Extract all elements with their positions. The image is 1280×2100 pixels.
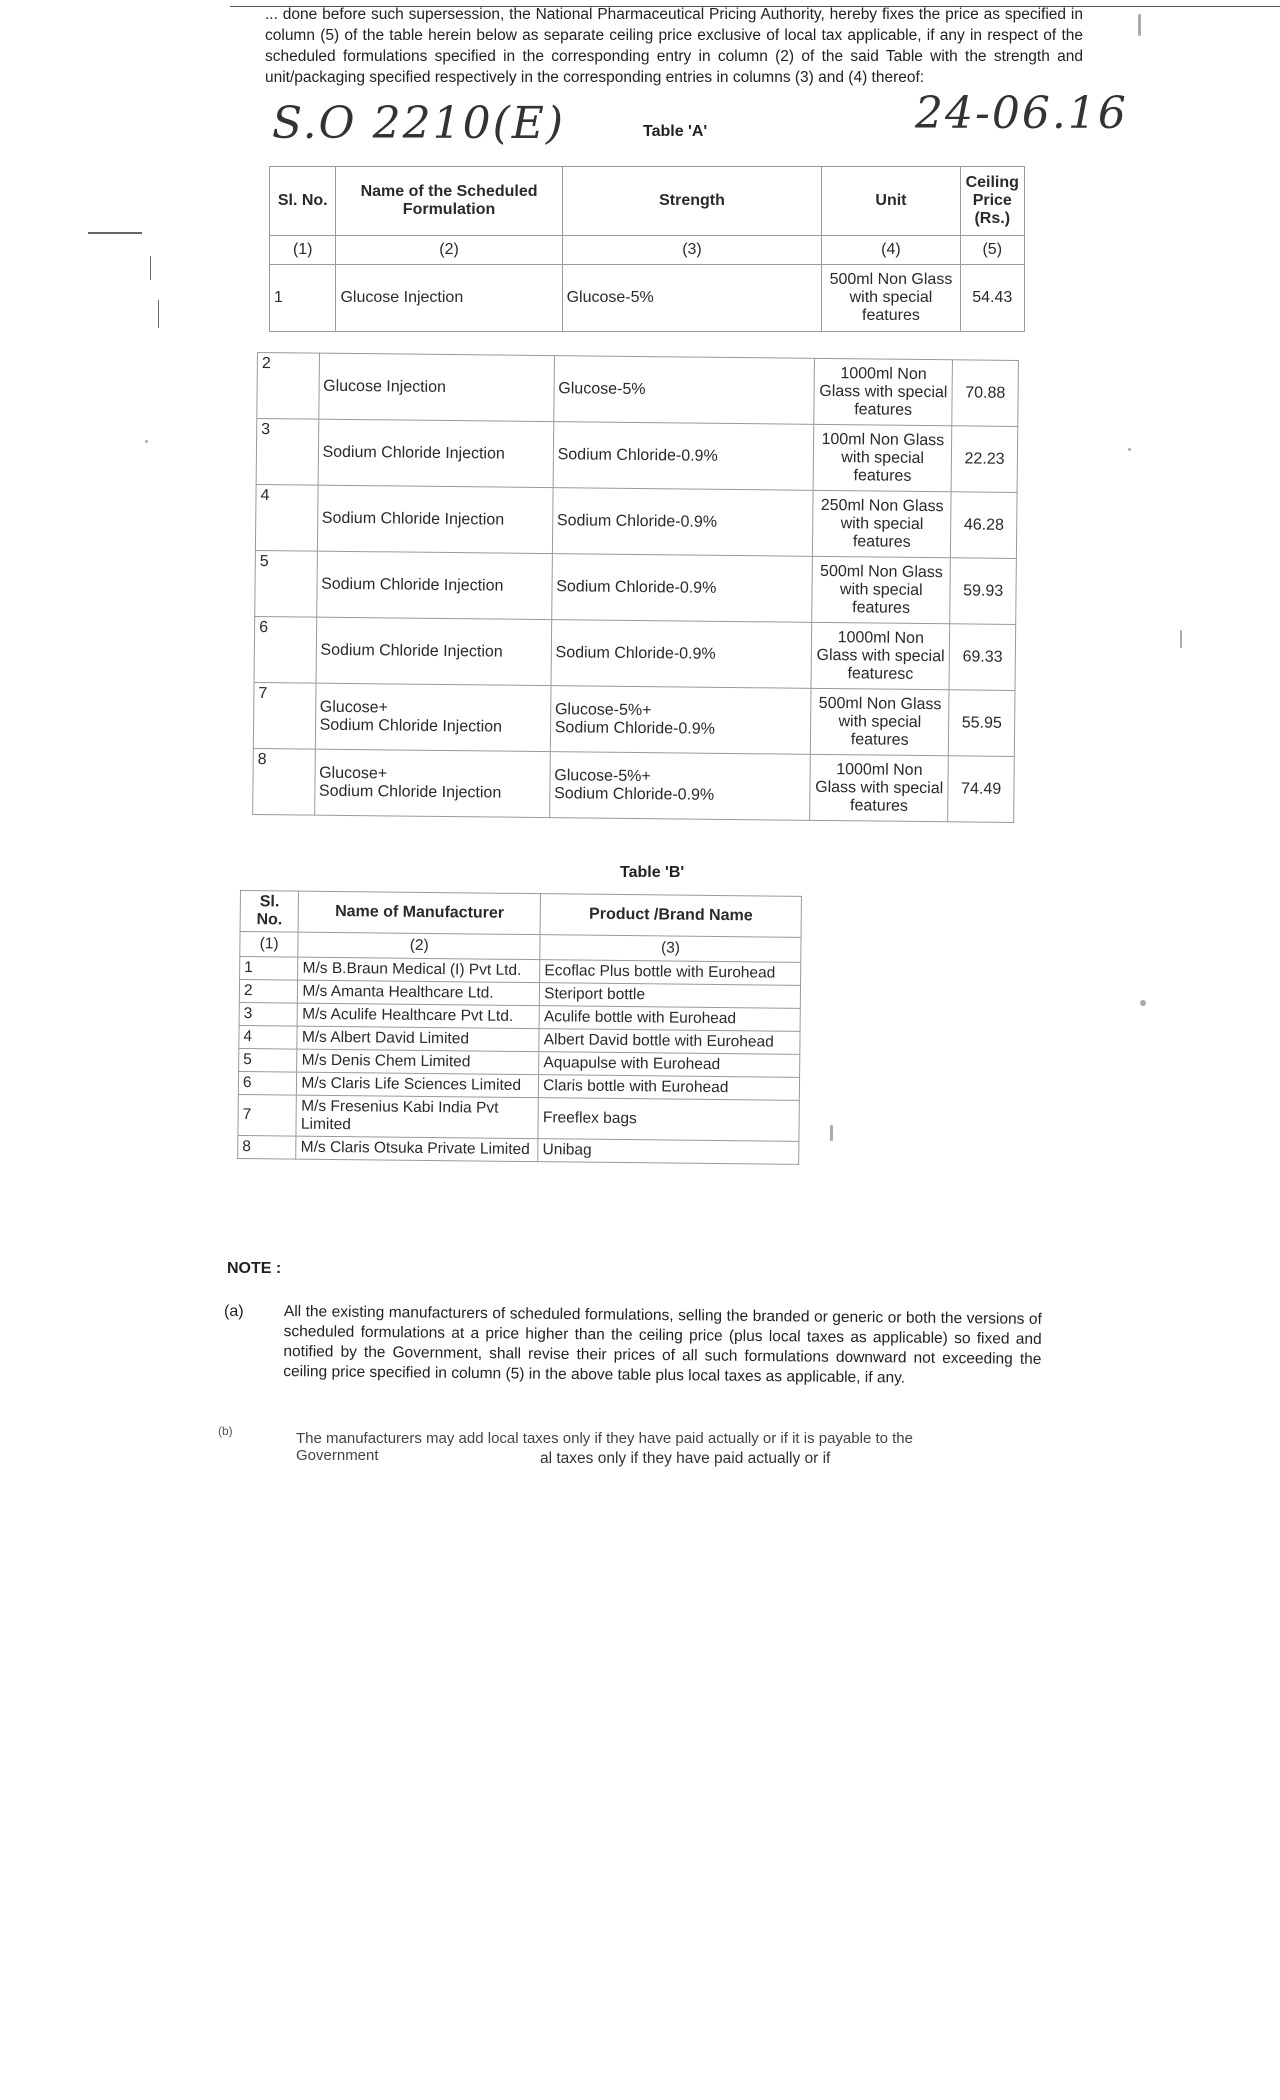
cell-unit: 100ml Non Glass with special features — [813, 424, 952, 491]
cell-sl: 8 — [253, 748, 315, 815]
table-row — [256, 419, 1018, 493]
cell-strength — [549, 752, 810, 821]
cell-brand: Unibag — [538, 1139, 799, 1165]
table-a-column-numbers — [270, 236, 1025, 265]
header-formulation: Name of the Scheduled Formulation — [336, 167, 562, 236]
col-num: (5) — [960, 236, 1024, 265]
cell-manufacturer: M/s Albert David Limited — [297, 1026, 539, 1052]
cell-strength: Glucose-5% — [562, 265, 822, 332]
cell-manufacturer: M/s Fresenius Kabi India Pvt Limited — [296, 1095, 538, 1139]
cell-sl: 6 — [254, 616, 316, 683]
table-row — [253, 748, 1015, 822]
cell-brand: Steriport bottle — [540, 983, 801, 1009]
table-row — [238, 1135, 799, 1164]
cell-manufacturer: M/s Claris Life Sciences Limited — [297, 1072, 539, 1098]
cell-sl: 3 — [239, 1002, 298, 1026]
cell-name: Glucose Injection — [336, 265, 562, 332]
cell-price: 70.88 — [952, 360, 1018, 427]
note-label: NOTE : — [227, 1260, 282, 1277]
cell-sl: 3 — [256, 419, 318, 486]
scan-mark — [88, 232, 142, 234]
table-row — [255, 550, 1017, 624]
handwritten-date: 24-06.16 — [915, 88, 1128, 139]
cell-sl: 6 — [238, 1071, 297, 1095]
note-b-tail: al taxes only if they have paid actually or if — [540, 1450, 831, 1467]
cell-strength: Sodium Chloride-0.9% — [553, 422, 814, 491]
cell-name: Sodium Chloride Injection — [317, 485, 553, 553]
table-a-caption: Table 'A' — [643, 123, 708, 140]
header-sl-no: Sl. No. — [270, 167, 336, 236]
scan-mark — [150, 256, 151, 280]
table-a-part-1 — [269, 166, 1025, 332]
cell-strength — [550, 686, 811, 755]
cell-strength-line2: Sodium Chloride-0.9% — [554, 784, 715, 804]
cell-sl: 1 — [270, 265, 336, 332]
handwritten-so-number: S.O 2210(E) — [272, 98, 566, 149]
header-manufacturer: Name of Manufacturer — [298, 891, 540, 935]
cell-brand: Claris bottle with Eurohead — [539, 1075, 800, 1101]
note-a-text: All the existing manufacturers of scheduled formulations, selling the branded or generic or both the versions of scheduled formulations at a price higher than the ceiling price (plus local taxes as applicable) so fixed and notified by the Government, shall revise their prices of all such formulations downward not exceeding the ceiling price specified in column (5) in the above table plus local taxes as applicable, if any. — [283, 1303, 1042, 1387]
cell-brand: Aquapulse with Eurohead — [539, 1052, 800, 1078]
table-a-header-row — [270, 167, 1025, 236]
cell-sl: 7 — [253, 682, 315, 749]
header-ceiling-price: Ceiling Price (Rs.) — [960, 167, 1024, 236]
table-row — [257, 353, 1019, 427]
cell-name: Sodium Chloride Injection — [316, 617, 552, 685]
cell-sl: 8 — [238, 1135, 297, 1159]
cell-sl: 1 — [240, 957, 299, 981]
cell-price: 59.93 — [950, 558, 1016, 625]
table-row — [238, 1094, 799, 1141]
col-num: (3) — [540, 935, 801, 963]
table-row — [253, 682, 1015, 756]
table-b-caption: Table 'B' — [620, 864, 685, 881]
cell-manufacturer: M/s B.Braun Medical (I) Pvt Ltd. — [298, 957, 540, 983]
scan-mark — [158, 300, 159, 328]
cell-strength: Sodium Chloride-0.9% — [552, 488, 813, 557]
cell-unit: 500ml Non Glass with special features — [822, 265, 960, 332]
cell-unit: 500ml Non Glass with special features — [810, 688, 949, 755]
scan-speck — [1138, 14, 1141, 36]
header-sl-no: Sl. No. — [240, 891, 299, 933]
cell-strength-line1: Glucose-5%+ — [554, 766, 651, 785]
cell-sl: 4 — [239, 1025, 298, 1049]
cell-strength: Sodium Chloride-0.9% — [551, 554, 812, 623]
cell-price: 55.95 — [949, 690, 1015, 757]
cell-brand: Freeflex bags — [538, 1098, 799, 1142]
cell-unit: 500ml Non Glass with special features — [812, 556, 951, 623]
cell-name-line1: Glucose+ — [319, 698, 388, 716]
table-row — [254, 616, 1016, 690]
cell-strength-line2: Sodium Chloride-0.9% — [554, 718, 715, 738]
cell-sl: 2 — [257, 353, 319, 420]
cell-brand: Aculife bottle with Eurohead — [539, 1006, 800, 1032]
col-num: (2) — [298, 932, 540, 960]
note-a-label: (a) — [224, 1303, 244, 1320]
cell-price: 74.49 — [948, 756, 1014, 823]
cell-name-line2: Sodium Chloride Injection — [319, 716, 503, 736]
scan-speck — [1128, 448, 1131, 451]
cell-brand: Albert David bottle with Eurohead — [539, 1029, 800, 1055]
cell-sl: 2 — [239, 980, 298, 1004]
cell-name — [314, 749, 550, 817]
col-num: (4) — [822, 236, 960, 265]
cell-name: Glucose Injection — [318, 353, 554, 421]
cell-brand: Ecoflac Plus bottle with Eurohead — [540, 960, 801, 986]
cell-manufacturer: M/s Aculife Healthcare Pvt Ltd. — [297, 1003, 539, 1029]
note-b-label: (b) — [218, 1424, 233, 1438]
cell-name: Sodium Chloride Injection — [316, 551, 552, 619]
table-row — [270, 265, 1025, 332]
cell-name: Sodium Chloride Injection — [318, 419, 554, 487]
header-brand: Product /Brand Name — [540, 894, 801, 938]
cell-price: 46.28 — [951, 492, 1017, 559]
header-strength: Strength — [562, 167, 822, 236]
cell-name-line2: Sodium Chloride Injection — [318, 782, 502, 802]
cell-strength: Sodium Chloride-0.9% — [551, 620, 812, 689]
cell-name — [315, 683, 551, 751]
header-unit: Unit — [822, 167, 960, 236]
col-num: (1) — [270, 236, 336, 265]
table-b-header-row — [240, 891, 801, 938]
cell-sl: 4 — [255, 484, 317, 551]
col-num: (1) — [240, 932, 299, 958]
cell-unit: 1000ml Non Glass with special features — [814, 358, 953, 425]
table-row — [255, 484, 1017, 558]
cell-sl: 5 — [255, 550, 317, 617]
col-num: (3) — [562, 236, 822, 265]
cell-manufacturer: M/s Amanta Healthcare Ltd. — [298, 980, 540, 1006]
cell-manufacturer: M/s Denis Chem Limited — [297, 1049, 539, 1075]
scan-speck — [145, 440, 148, 443]
cell-sl: 7 — [238, 1094, 297, 1136]
cell-price: 69.33 — [949, 624, 1015, 691]
cell-strength-line1: Glucose-5%+ — [554, 700, 652, 719]
scan-speck — [1140, 1000, 1146, 1006]
cell-unit: 1000ml Non Glass with special features — [810, 754, 949, 821]
cell-sl: 5 — [239, 1048, 298, 1072]
note-b-text: The manufacturers may add local taxes only if they have paid actually or if it is payable to the Government — [296, 1430, 913, 1464]
table-b — [237, 890, 802, 1165]
cell-unit: 250ml Non Glass with special features — [813, 490, 952, 557]
cell-price: 22.23 — [951, 426, 1017, 493]
col-num: (2) — [336, 236, 562, 265]
table-a-part-2 — [252, 352, 1019, 823]
cell-price: 54.43 — [960, 265, 1024, 332]
cell-unit: 1000ml Non Glass with special featuresc — [811, 622, 950, 689]
cell-manufacturer: M/s Claris Otsuka Private Limited — [296, 1136, 538, 1162]
cell-strength: Glucose-5% — [554, 356, 815, 425]
cell-name-line1: Glucose+ — [319, 764, 388, 782]
intro-paragraph: ... done before such supersession, the National Pharmaceutical Pricing Authority, hereby fixes the price as specified in column (5) of the table herein below as separate ceiling price exclusive of local tax applicable, if any in respect of the scheduled formulations specified in the corresponding entry in column (2) of the said Table with the strength and unit/packaging specified respectively in the corresponding entries in columns (3) and (4) thereof: — [265, 6, 1083, 86]
scan-speck — [1180, 630, 1182, 648]
scan-speck — [830, 1125, 833, 1141]
